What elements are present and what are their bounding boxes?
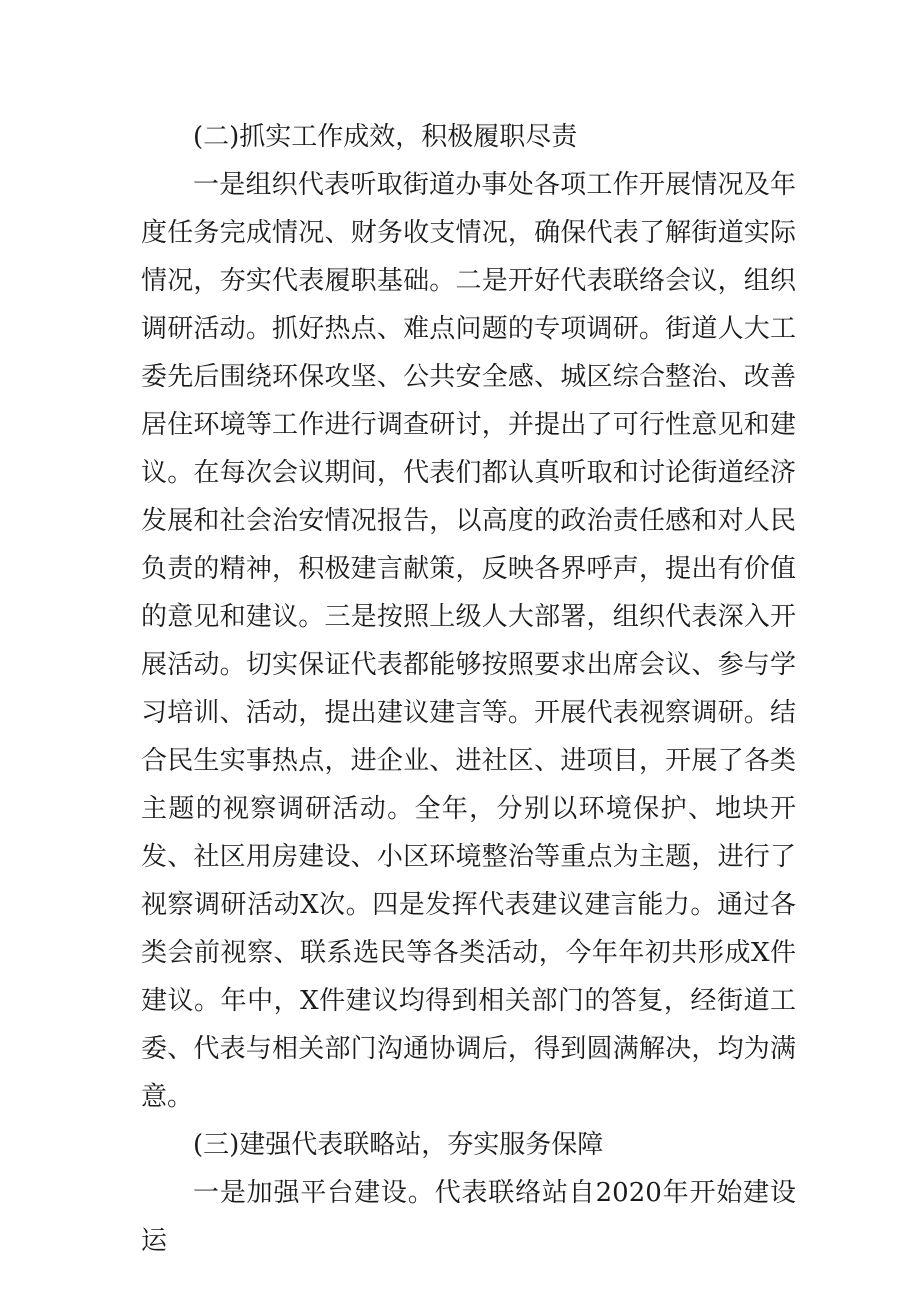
- section-3-paragraph: 一是加强平台建设。代表联络站自2020年开始建设运: [141, 1178, 796, 1256]
- section-heading-3: (三)建强代表联略站，夯实服务保障: [193, 1130, 604, 1160]
- section-2-paragraph: 一是组织代表听取街道办事处各项工作开展情况及年度任务完成情况、财务收支情况，确保代表了解街道实际情况，夯实代表履职基础。二是开好代表联络会议，组织调研活动。抓好热点、难点问题的专项调研。街道人大工委先后围绕环保攻坚、公共安全感、城区综合整治、改善居住环境等工作进行调查研讨，并提出了可行性意见和建议。在每次会议期间，代表们都认真听取和讨论街道经济发展和社会治安情况报告，以高度的政治责任感和对人民负责的精神，积极建言献策，反映各界呼声，提出有价值的意见和建议。三是按照上级人大部署，组织代表深入开展活动。切实保证代表都能够按照要求出席会议、参与学习培训、活动，提出建议建言等。开展代表视察调研。结合民生实事热点，进企业、进社区、进项目，开展了各类主题的视察调研活动。全年，分别以环境保护、地块开发、社区用房建设、小区环境整治等重点为主题，进行了视察调研活动X次。四是发挥代表建议建言能力。通过各类会前视察、联系选民等各类活动，今年年初共形成X件建议。年中，X件建议均得到相关部门的答复，经街道工委、代表与相关部门沟通协调后，得到圆满解决，均为满意。: [141, 170, 796, 1112]
- document-body: [141, 113, 796, 1265]
- section-heading-2: (二)抓实工作成效，积极履职尽责: [193, 122, 578, 152]
